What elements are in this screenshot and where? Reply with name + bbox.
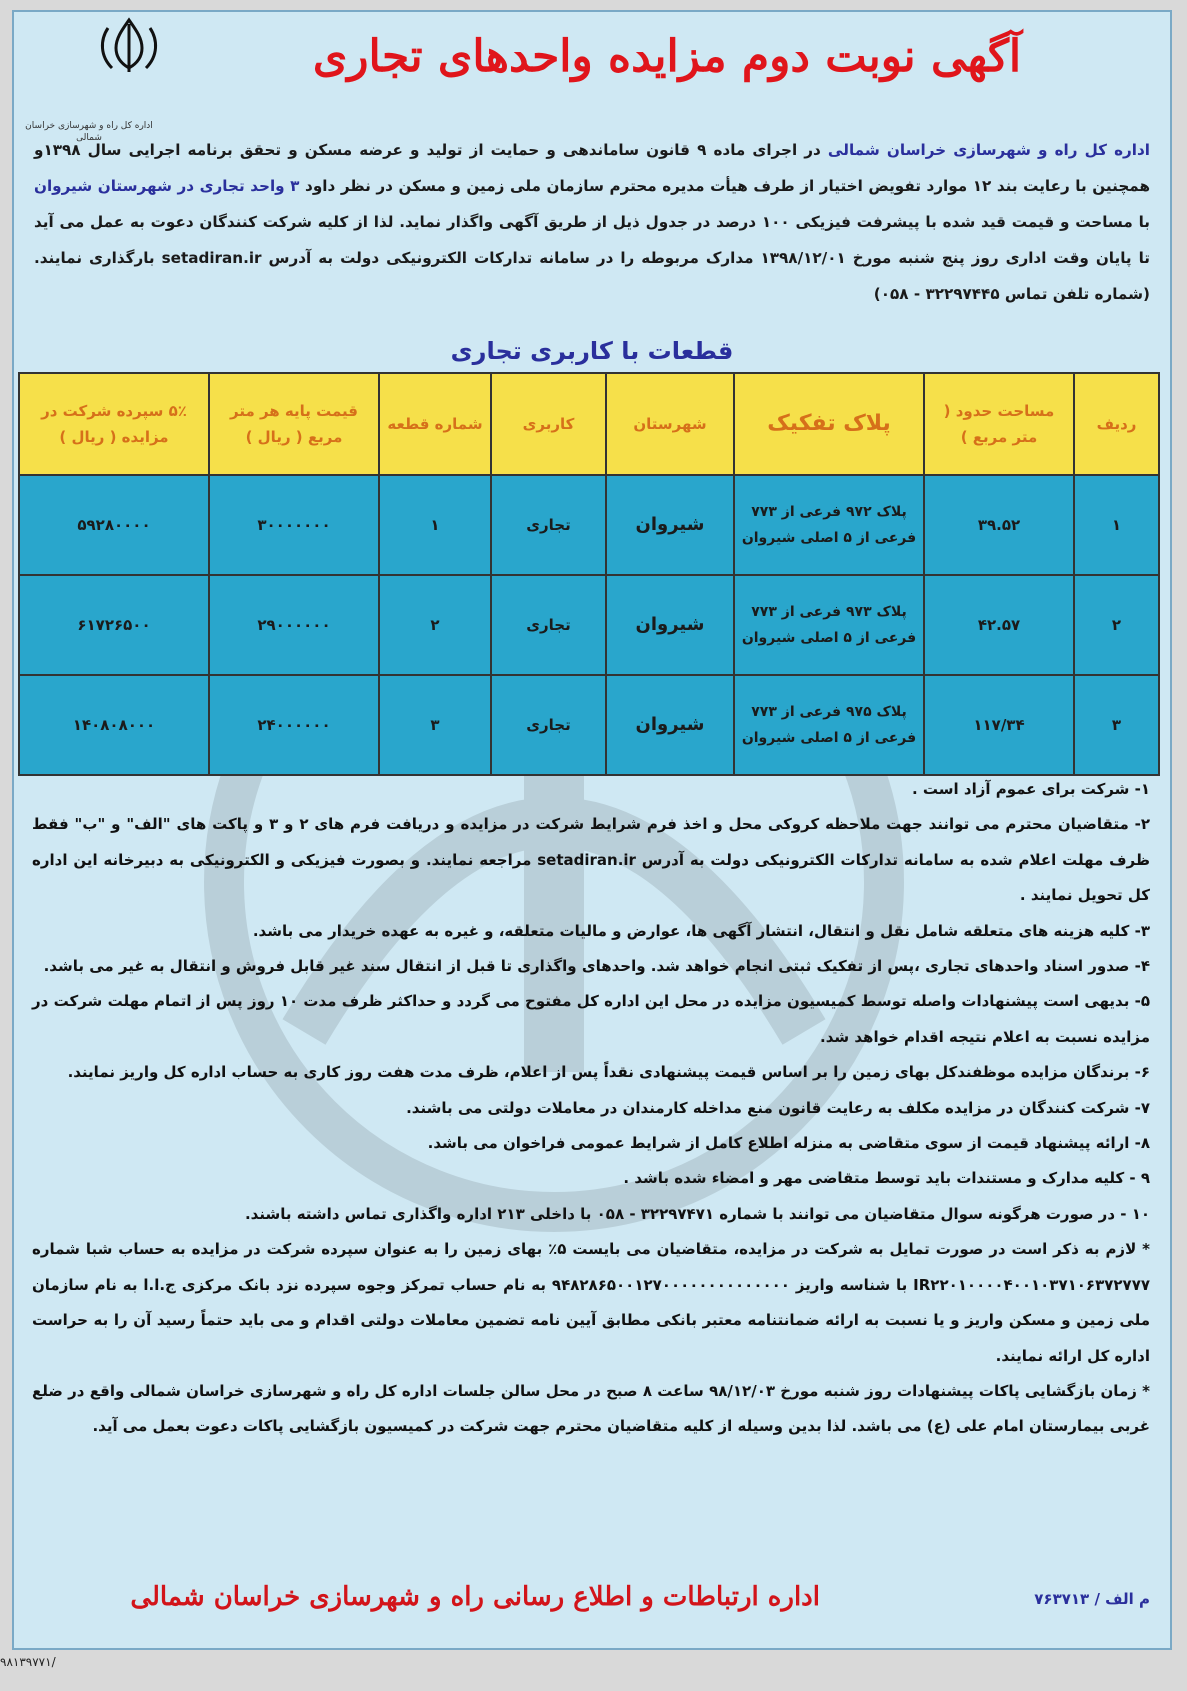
- cell-row: ۳: [1074, 675, 1159, 775]
- ad-code: م الف / ۷۶۳۷۱۳: [1034, 1590, 1150, 1608]
- term-item: ۱۰ - در صورت هرگونه سوال متقاضیان می توانند با شماره ۳۲۲۹۷۴۷۱ - ۰۵۸ با داخلی ۲۱۳ اداره واگذاری تماس داشته باشند.: [244, 1204, 1150, 1223]
- terms-list: [32, 772, 1150, 1445]
- emblem-symbol-icon: [94, 16, 164, 76]
- cell-lot: ۱: [379, 475, 491, 575]
- header-cell: شماره قطعه: [379, 373, 491, 475]
- footer-signature: اداره ارتباطات و اطلاع رسانی راه و شهرسازی خراسان شمالی: [130, 1582, 820, 1612]
- header-cell: مساحت حدود ( متر مربع ): [924, 373, 1074, 475]
- header-cell: شهرستان: [606, 373, 734, 475]
- cell-usage: تجاری: [491, 575, 606, 675]
- cell-plaque: پلاک ۹۷۲ فرعی از ۷۷۳ فرعی از ۵ اصلی شیروان: [734, 475, 924, 575]
- cell-deposit: ۶۱۷۲۶۵۰۰: [19, 575, 209, 675]
- term-item: ۱- شرکت برای عموم آزاد است .: [911, 780, 1150, 798]
- section-title: قطعات با کاربری تجاری: [450, 337, 734, 365]
- intro-units: ۳ واحد تجاری در شهرستان شیروان: [34, 177, 300, 195]
- iran-emblem-icon: [74, 16, 184, 126]
- cell-lot: ۳: [379, 675, 491, 775]
- cell-area: ۱۱۷/۳۴: [924, 675, 1074, 775]
- cell-city: شیروان: [606, 475, 734, 575]
- cell-usage: تجاری: [491, 675, 606, 775]
- cell-row: ۲: [1074, 575, 1159, 675]
- cell-plaque: پلاک ۹۷۵ فرعی از ۷۷۳ فرعی از ۵ اصلی شیروان: [734, 675, 924, 775]
- header-cell: قیمت پایه هر متر مربع ( ریال ): [209, 373, 379, 475]
- cell-row: ۱: [1074, 475, 1159, 575]
- emblem-label: اداره کل راه و شهرسازی خراسان شمالی: [25, 121, 153, 143]
- term-item: ۳- کلیه هزینه های متعلقه شامل نقل و انتقال، انتشار آگهی ها، عوارض و مالیات متعلقه، و غیره به عهده خریدار می باشد.: [252, 921, 1150, 940]
- cell-deposit: ۱۴۰۸۰۸۰۰۰: [19, 675, 209, 775]
- term-item: * لازم به ذکر است در صورت تمایل به شرکت در مزایده، متقاضیان می بایست ۵٪ بهای زمین را به عنوان سپرده شرکت در مزایده به حساب شبا شماره IR۲۲۰۱۰۰۰۰۴۰۰۱۰۳۷۱۰۶۳۷۲۷۷۷ با شناسه واریز ۹۴۸۲۸۶۵۰۰۱۲۷۰۰۰۰۰۰۰۰۰۰۰۰۰۰ به نام حساب تمرکز وجوه سپرده نزد بانک مرکزی ج.ا.ا به نام سازمان ملی زمین و مسکن واریز و یا نسبت به ارائه ضمانتنامه معتبر بانکی مطابق آیین نامه تضمین معاملات دولتی اقدام و می باید حتماً رسید آن را به حراست اداره کل ارائه نمایند.: [32, 1240, 1151, 1365]
- cell-price: ۳۰۰۰۰۰۰۰: [209, 475, 379, 575]
- header: [14, 12, 1170, 102]
- cell-price: ۲۴۰۰۰۰۰۰: [209, 675, 379, 775]
- lots-table: [18, 372, 1160, 776]
- term-item: ۲- متقاضیان محترم می توانند جهت ملاحظه کروکی محل و اخذ فرم شرایط شرکت در مزایده و دریافت فرم های ۲ و ۳ و پاکت های "الف" و "ب" فقط ظرف مهلت اعلام شده به سامانه تدارکات الکترونیکی دولت به آدرس setadiran.ir مراجعه نمایند. و بصورت فیزیکی و الکترونیکی به دبیرخانه این اداره کل تحویل نمایند .: [32, 815, 1151, 905]
- intro-org: اداره کل راه و شهرسازی خراسان شمالی: [827, 141, 1150, 159]
- header-cell: ۵٪ سپرده شرکت در مزایده ( ریال ): [19, 373, 209, 475]
- header-cell: پلاک تفکیک: [734, 373, 924, 475]
- cell-price: ۲۹۰۰۰۰۰۰: [209, 575, 379, 675]
- cell-area: ۴۲.۵۷: [924, 575, 1074, 675]
- advertisement-page: [12, 10, 1172, 1650]
- term-item: * زمان بازگشایی پاکات پیشنهادات روز شنبه مورخ ۹۸/۱۲/۰۳ ساعت ۸ صبح در محل سالن جلسات اداره کل راه و شهرسازی خراسان شمالی واقع در ضلع غربی بیمارستان امام علی (ع) می باشد. لذا بدین وسیله از کلیه متقاضیان محترم جهت شرکت در کمیسیون بازگشایی پاکات دعوت بعمل می آید.: [32, 1381, 1151, 1436]
- intro-deadline: پنج شنبه مورخ ۱۳۹۸/۱۲/۰۱: [760, 249, 965, 267]
- cell-deposit: ۵۹۲۸۰۰۰۰: [19, 475, 209, 575]
- cell-city: شیروان: [606, 575, 734, 675]
- cell-city: شیروان: [606, 675, 734, 775]
- header-cell: ردیف: [1074, 373, 1159, 475]
- cell-plaque: پلاک ۹۷۳ فرعی از ۷۷۳ فرعی از ۵ اصلی شیروان: [734, 575, 924, 675]
- table-header-row: [19, 373, 1159, 475]
- term-item: ۵- بدیهی است پیشنهادات واصله توسط کمیسیون مزایده در محل این اداره کل مفتوح می گردد و حداکثر ظرف مدت ۱۰ روز پس از اتمام مهلت شرکت در مزایده نسبت به اعلام نتیجه اقدام خواهد شد.: [32, 992, 1150, 1046]
- intro-paragraph: [34, 132, 1150, 312]
- header-cell: کاربری: [491, 373, 606, 475]
- table-row: [19, 475, 1159, 575]
- cell-lot: ۲: [379, 575, 491, 675]
- table-row: [19, 675, 1159, 775]
- intro-part2: با مساحت و قیمت قید شده با پیشرفت فیزیکی ۱۰۰ درصد در جدول ذیل از طریق آگهی واگذار نماید. لذا از کلیه شرکت کنندگان دعوت به عمل می آید تا پایان وقت اداری روز: [34, 213, 1150, 267]
- term-item: ۷- شرکت کنندگان در مزایده مکلف به رعایت قانون منع مداخله کارمندان در معاملات دولتی می باشند.: [406, 1098, 1150, 1117]
- cell-area: ۳۹.۵۲: [924, 475, 1074, 575]
- term-item: ۹ - کلیه مدارک و مستندات باید توسط متقاضی مهر و امضاء شده باشد .: [623, 1169, 1150, 1188]
- bottom-number: ۹۸۱۳۹۷۷۱/: [0, 1655, 56, 1669]
- term-item: ۶- برندگان مزایده موظفندکل بهای زمین را بر اساس قیمت پیشنهادی نقداً پس از اعلام، ظرف مدت هفت روز کاری به حساب اداره کل واریز نمایند.: [67, 1063, 1150, 1082]
- intro-part3: مدارک مربوطه را در سامانه تدارکات الکترونیکی دولت به آدرس setadiran.ir بارگذاری نمایند. (شماره تلفن تماس ۳۲۲۹۷۴۴۵ - ۰۵۸): [34, 249, 1150, 303]
- term-item: ۸- ارائه پیشنهاد قیمت از سوی متقاضی به منزله اطلاع کامل از شرایط عمومی فراخوان می باشد.: [427, 1134, 1150, 1153]
- term-item: ۴- صدور اسناد واحدهای تجاری ،پس از تفکیک ثبتی انجام خواهد شد. واحدهای واگذاری تا قبل از انتقال سند غیر قابل فروش و انتقال به غیر می باشد.: [43, 957, 1150, 976]
- page-title: آگهی نوبت دوم مزایده واحدهای تجاری: [312, 31, 1022, 82]
- cell-usage: تجاری: [491, 475, 606, 575]
- intro-part1: در اجرای ماده ۹ قانون ساماندهی و حمایت از تولید و عرضه مسکن و تحقق برنامه اجرایی سال ۱۳۹۸و همچنین با رعایت بند ۱۲ موارد تفویض اختیار از طرف هیأت مدیره محترم سازمان ملی زمین و مسکن در نظر داود: [34, 141, 1150, 195]
- table-row: [19, 575, 1159, 675]
